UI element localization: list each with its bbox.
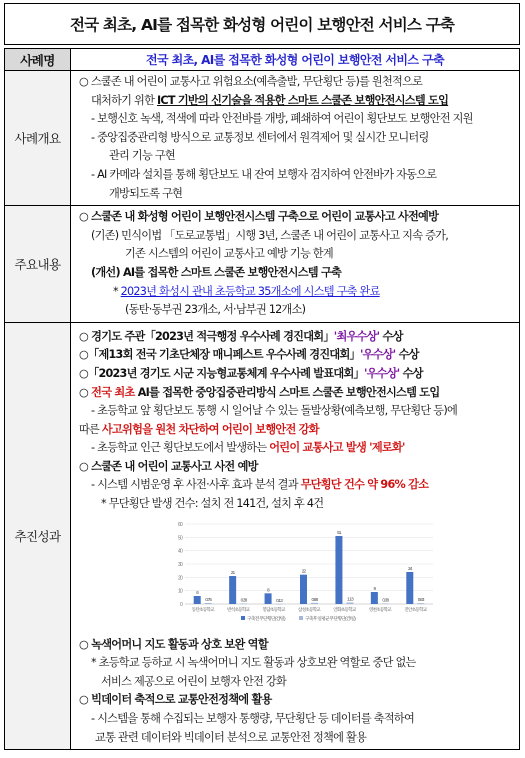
bar-after (417, 603, 424, 604)
results-cell (71, 322, 520, 750)
contents-line: (개선) AI를 접목한 스마트 스쿨존 보행안전시스템 구축 (91, 265, 342, 279)
award-suffix: 수상 (395, 348, 419, 362)
legend-swatch (241, 616, 245, 620)
contents-label: 주요내용 (5, 206, 71, 323)
bar-before (335, 536, 342, 604)
results-label: 추진성과 (5, 322, 71, 750)
y-tick-label: 0 (179, 601, 182, 608)
bar-after (311, 602, 318, 603)
result-highlight: 무단횡단 건수 약 96% 감소 (300, 478, 429, 492)
award-suffix: 수상 (399, 366, 423, 380)
overview-line: - 보행신호 녹색, 적색에 따라 안전바를 개방, 폐쇄하여 어린이 횡단보도 보행안전 지원 (91, 112, 473, 126)
contents-line: 기존 시스템의 어린이 교통사고 예방 기능 한계 (125, 247, 333, 261)
result-line (79, 421, 513, 440)
results-row (5, 322, 520, 750)
result-line: - 시스템을 통해 수집되는 보행자 통행량, 무단횡단 등 데이터를 축적하여 (91, 712, 415, 726)
contents-cell (71, 206, 520, 323)
result-line: 서비스 제공으로 어린이 보행자 안전 강화 (101, 674, 287, 688)
result-line: 교통 관련 데이터와 빅데이터 분석으로 교통안전 정책에 활용 (95, 730, 367, 744)
overview-highlight: ICT 기반의 신기술을 적용한 스마트 스쿨존 보행안전시스템 도입 (156, 93, 449, 107)
award-line (79, 365, 513, 384)
result-text: - 시스템 시범운영 후 사전·사후 효과 분석 결과 (91, 478, 301, 492)
result-line (79, 476, 513, 495)
bar-before (194, 596, 201, 604)
award-line (79, 346, 513, 365)
data-label: 9 (373, 585, 376, 591)
data-label: 1.13 (346, 596, 353, 602)
data-label: 6 (196, 589, 199, 595)
overview-content (71, 71, 519, 205)
result-highlight: 사고위험을 원천 차단하여 어린이 보행안전 강화 (101, 422, 319, 436)
data-label: 0.88 (311, 596, 318, 602)
data-label: 0.63 (417, 596, 424, 602)
result-line: - 초등학교 앞 횡단보도 통행 시 일어날 수 있는 돌발상황(예측보행, 무단횡단 등)에 (91, 404, 458, 418)
bar-after (205, 603, 212, 604)
result-line (79, 384, 513, 403)
result-text: 따른 (79, 422, 102, 436)
result-line: * 초등학교 등하교 시 녹색어머니 지도 활동과 상호보완 역할로 중단 없는 (91, 656, 416, 670)
result-line: * 무단횡단 발생 건수: 설치 전 141건, 설치 후 4건 (101, 497, 324, 511)
y-tick-label: 40 (177, 548, 182, 555)
y-tick-label: 60 (177, 521, 182, 528)
result-text: - 초등학교 인근 횡단보도에서 발생하는 (91, 441, 270, 455)
overview-line: ○ 스쿨존 내 어린이 교통사고 위험요소(예측출발, 무단횡단 등)를 원천적으로 (79, 75, 423, 88)
bar-before (406, 572, 413, 604)
jaywalking-chart (167, 520, 439, 630)
legend-label: 구축후 일평균 무단횡단(건/일) (305, 616, 356, 622)
data-label: 0.38 (382, 597, 389, 603)
overview-cell (71, 71, 520, 206)
award-prize: '우수상' (359, 348, 396, 362)
header-label: 사례명 (5, 49, 71, 71)
overview-line: - 중앙집중관리형 방식으로 교통정보 센터에서 원격제어 및 실시간 모니터링 (91, 130, 429, 144)
bar-after (240, 603, 247, 604)
result-highlight: 전국 최초 (91, 385, 135, 399)
overview-row (5, 71, 520, 206)
y-tick-label: 30 (177, 561, 182, 568)
award-text: ○「2023년 경기도 시군 지능형교통체계 우수사례 발표대회」 (79, 366, 364, 380)
bar-before (371, 592, 378, 604)
result-bullet: ○ (79, 385, 92, 399)
case-table (4, 48, 520, 750)
contents-line: (동탄·동부권 23개소, 서·남부권 12개소) (125, 303, 306, 317)
bar-after (276, 603, 283, 604)
category-label: 진안초등학교 (404, 606, 427, 612)
category-label: 반석초등학교 (227, 606, 250, 612)
document-title: 전국 최초, AI를 접목한 화성형 어린이 보행안전 서비스 구축 (4, 3, 520, 45)
bar-before (265, 593, 272, 604)
overview-line: - AI 카메라 설치를 통해 횡단보도 내 잔여 보행자 검지하여 안전바가 자동으로 (91, 167, 437, 181)
overview-line: 개방되도록 구현 (109, 186, 183, 200)
category-label: 영천초등학교 (368, 606, 391, 612)
award-line (79, 328, 513, 347)
overview-text: 대처하기 위한 (91, 93, 157, 107)
result-line (79, 439, 513, 458)
header-row (5, 49, 520, 71)
header-value: 전국 최초, AI를 접목한 화성형 어린이 보행안전 서비스 구축 (71, 49, 520, 71)
document-page (4, 3, 520, 750)
award-text: ○「제13회 전국 기초단체장 매니페스트 우수사례 경진대회」 (79, 348, 360, 362)
contents-line: ○ 스쿨존 내 화성형 어린이 보행안전시스템 구축으로 어린이 교통사고 사전예방 (79, 210, 439, 224)
contents-bullet: * (113, 284, 121, 298)
y-tick-label: 50 (177, 534, 182, 541)
overview-label: 사례개요 (5, 71, 71, 206)
result-highlight: 어린이 교통사고 발생 '제로화' (269, 441, 405, 455)
y-tick-label: 10 (177, 588, 182, 595)
result-line: ○ 녹색어머니 지도 활동과 상호 보완 역할 (79, 637, 268, 651)
award-prize: '우수상' (363, 366, 400, 380)
contents-line (79, 283, 513, 302)
bar-after (382, 603, 389, 604)
award-text: ○ 경기도 주관「2023년 적극행정 우수사례 경진대회」 (79, 329, 334, 343)
contents-content (71, 206, 519, 322)
chart-svg (167, 520, 439, 630)
result-text: AI를 접목한 중앙집중관리방식 스마트 스쿨존 보행안전시스템 도입 (134, 385, 440, 399)
result-line: ○ 스쿨존 내 어린이 교통사고 사전 예방 (79, 459, 258, 473)
data-label: 51 (337, 529, 341, 535)
overview-line (79, 92, 513, 111)
overview-line: 관리 기능 구현 (109, 149, 175, 163)
contents-row (5, 206, 520, 323)
y-tick-label: 20 (177, 574, 182, 581)
category-label: 삼성초등학교 (297, 606, 321, 612)
bar-before (229, 576, 236, 604)
category-label: 봉담초등학교 (262, 606, 285, 612)
contents-line: (기존) 민식이법 「도로교통법」시행 3년, 스쿨존 내 어린이 교통사고 지속 증가, (91, 228, 448, 242)
results-content (71, 323, 519, 750)
contents-highlight: 2023년 화성시 관내 초등학교 35개소에 시스템 구축 완료 (120, 284, 380, 298)
bar-after (346, 602, 353, 604)
legend-label: 구축전 무단횡단(건/일) (247, 616, 285, 622)
data-label: 8 (267, 586, 269, 592)
data-label: 0.38 (240, 597, 247, 603)
result-line: ○ 빅데이터 축적으로 교통안전정책에 활용 (79, 693, 272, 707)
award-suffix: 수상 (379, 329, 403, 343)
category-label: 안화초등학교 (333, 606, 356, 612)
bar-before (300, 574, 307, 603)
data-label: 24 (407, 565, 412, 571)
award-prize: '최우수상' (333, 329, 380, 343)
category-label: 동탄초등학교 (191, 606, 214, 612)
data-label: 0.75 (205, 596, 212, 602)
data-label: 21 (230, 569, 235, 575)
data-label: 22 (301, 568, 306, 574)
legend-swatch (299, 616, 303, 620)
data-label: 0.13 (276, 597, 283, 603)
